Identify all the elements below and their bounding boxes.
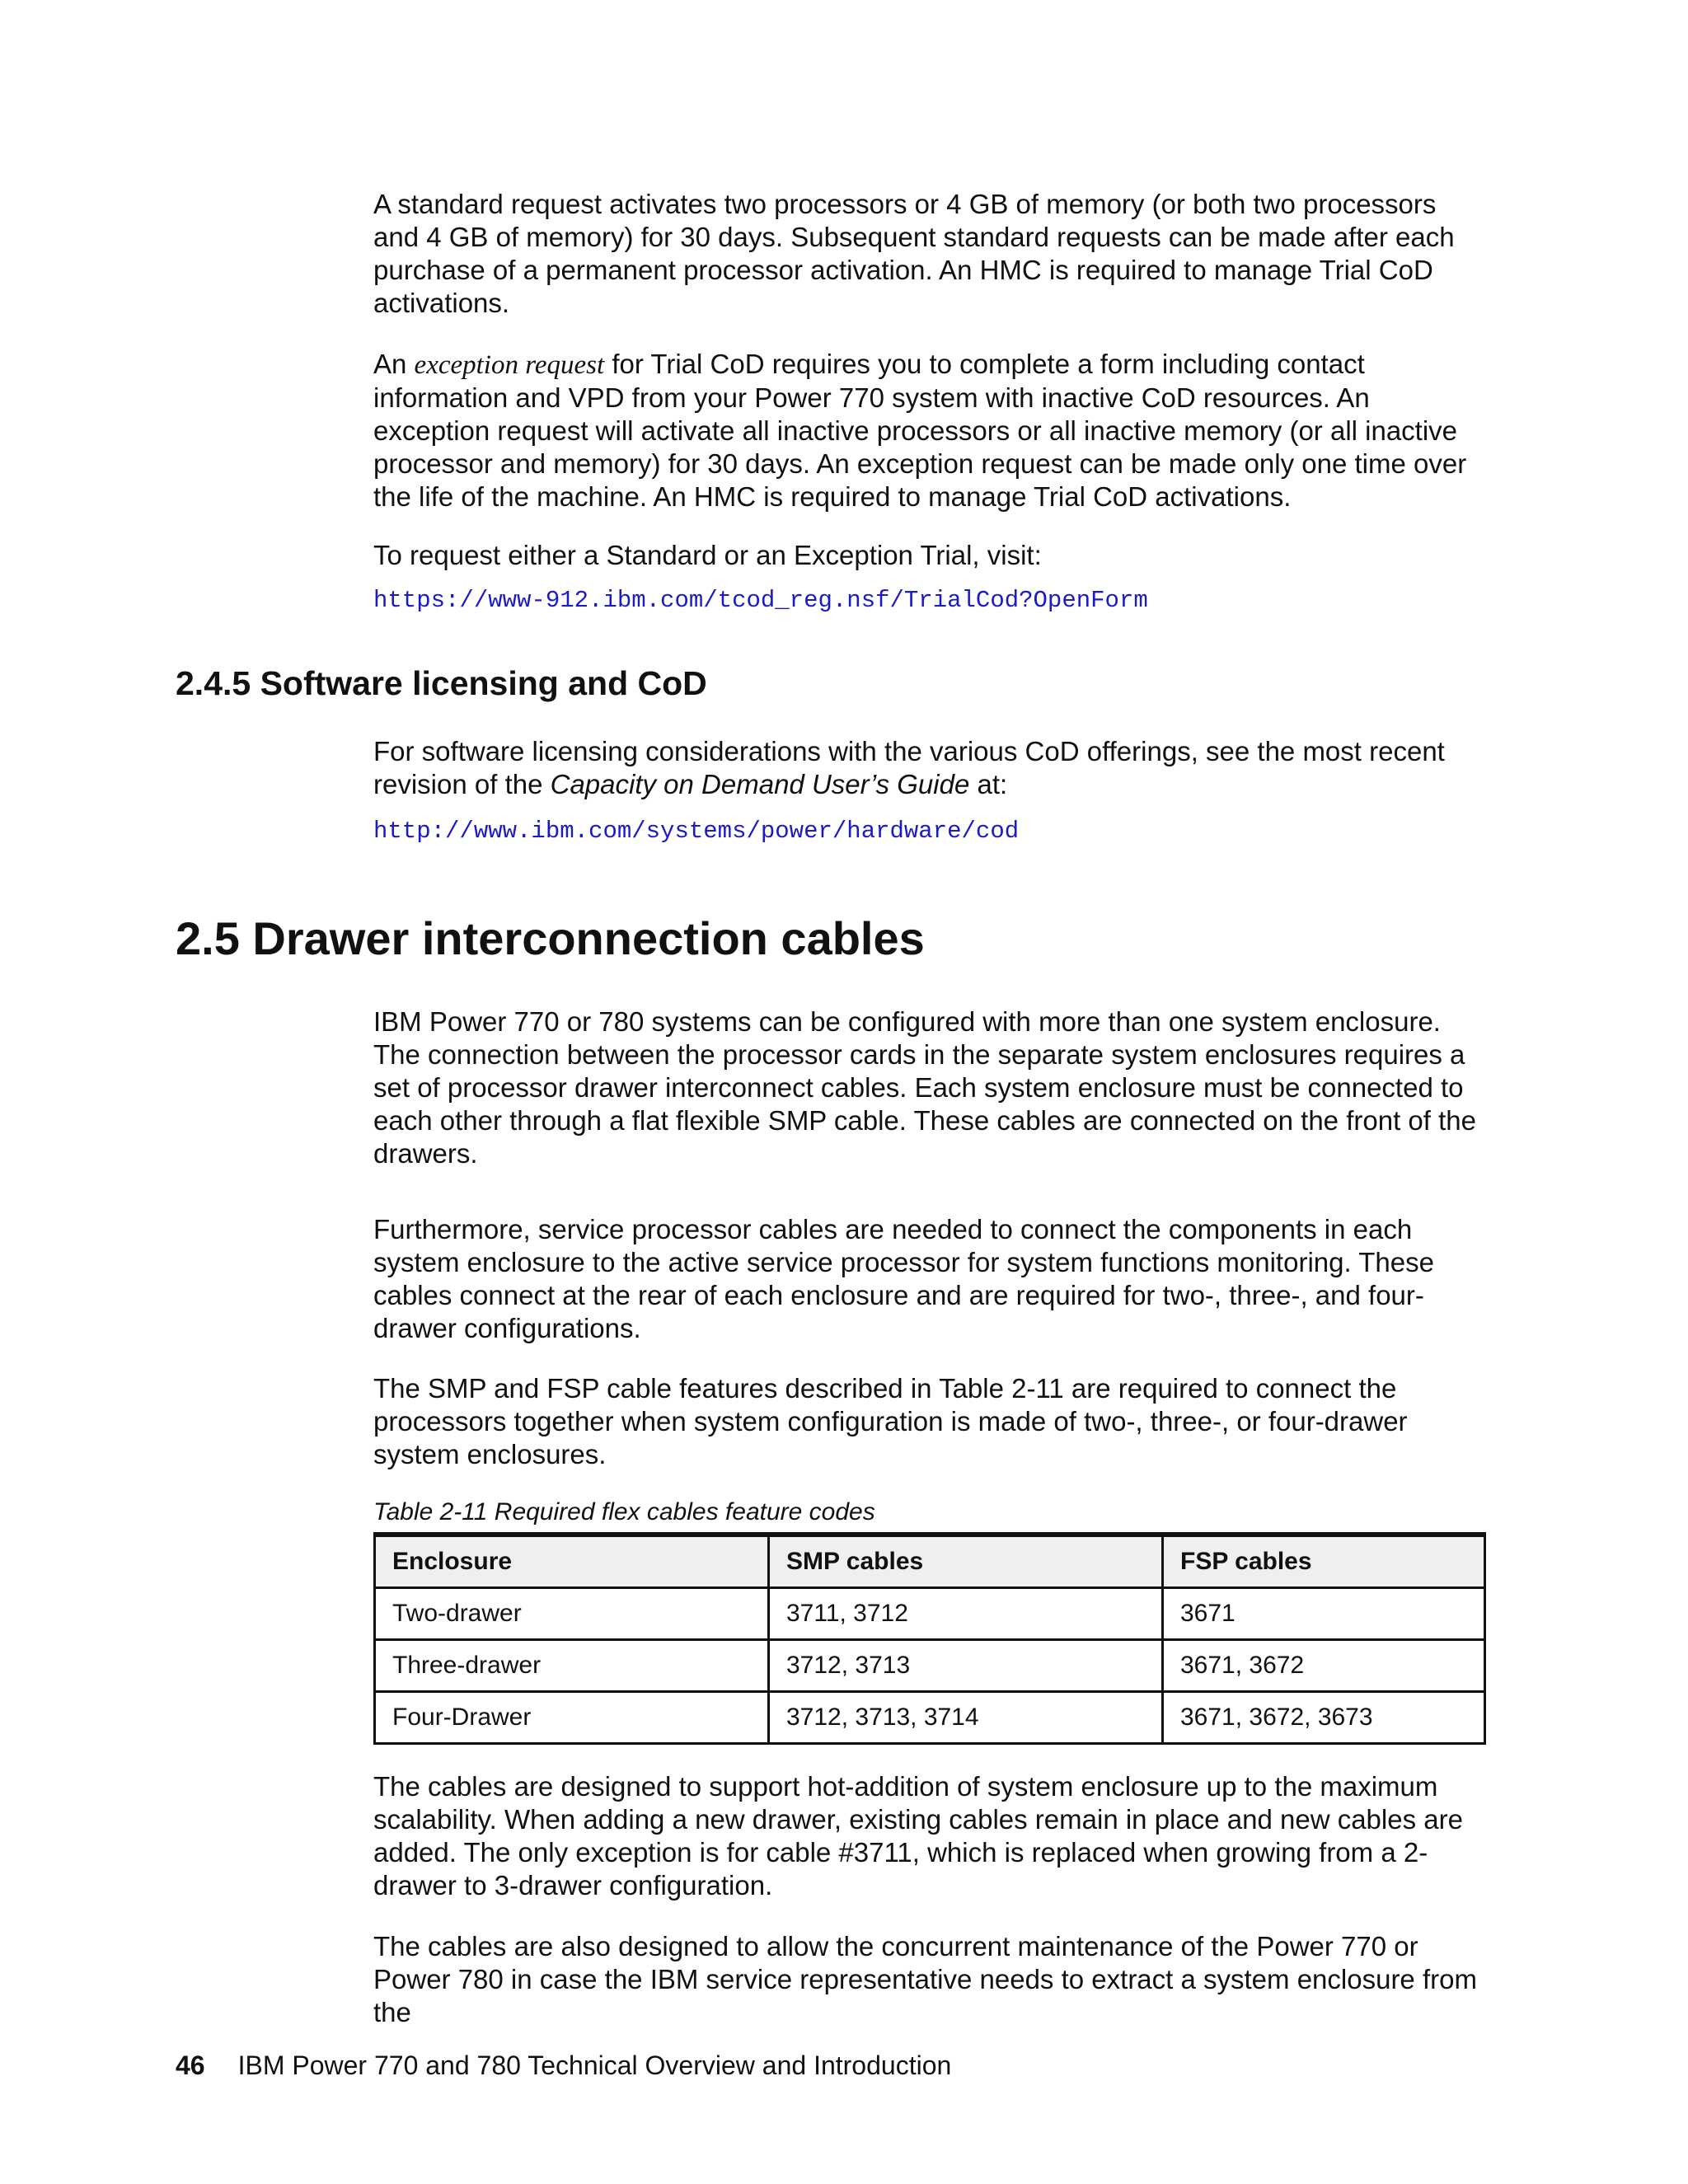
table-cell: 3711, 3712 [769, 1588, 1163, 1640]
paragraph-software-licensing [373, 735, 1486, 801]
paragraph-hot-addition [373, 1770, 1486, 1902]
paragraph-text: A standard request activates two processors or 4 GB of memory (or both two processors and 4 GB of memory) for 30 days. Subsequent standard requests can be made after each purchase of a permanent processor activation. An HMC is required to manage Trial CoD activations. [373, 189, 1455, 318]
paragraph-smp-fsp [373, 1372, 1486, 1471]
paragraph-text-start: An [373, 349, 415, 379]
table-caption: Table 2-11 Required flex cables feature codes [373, 1498, 875, 1526]
table-cell: 3712, 3713, 3714 [769, 1692, 1163, 1744]
paragraph-text-rest: for Trial CoD requires you to complete a form including contact information and VPD from your Power 770 system with inactive CoD resources. An exception request will activate all inactive processors or all inactive memory (or all inactive processor and memory) for 30 days. An exception request can be made only one time over the life of the machine. An HMC is required to manage Trial CoD activations. [373, 349, 1467, 512]
table-cell: Two-drawer [375, 1588, 769, 1640]
table-cell: Four-Drawer [375, 1692, 769, 1744]
emphasis-guide-title: Capacity on Demand User’s Guide [550, 769, 970, 799]
cod-link-block [373, 817, 1486, 846]
cod-link[interactable]: http://www.ibm.com/systems/power/hardware/cod [373, 818, 1020, 845]
table-cell: 3671, 3672 [1163, 1640, 1485, 1692]
paragraph-exception-request [373, 348, 1486, 513]
paragraph-concurrent-maintenance [373, 1930, 1486, 2029]
paragraph-text: The cables are designed to support hot-addition of system enclosure up to the maximum scalability. When adding a new drawer, existing cables remain in place and new cables are added. The only exception is for cable #3711, which is replaced when growing from a 2-drawer to 3-drawer configuration. [373, 1771, 1463, 1900]
table-header-cell: FSP cables [1163, 1535, 1485, 1588]
flex-cables-table-block [373, 1532, 1486, 1745]
paragraph-text-end: at: [969, 769, 1008, 799]
trial-cod-link[interactable]: https://www-912.ibm.com/tcod_reg.nsf/TrialCod?OpenForm [373, 587, 1148, 614]
paragraph-drawer-intro [373, 1005, 1486, 1170]
section-heading-2-4-5: 2.4.5 Software licensing and CoD [176, 664, 707, 702]
table-cell: Three-drawer [375, 1640, 769, 1692]
flex-cables-table [373, 1532, 1486, 1745]
paragraph-standard-request [373, 188, 1486, 320]
emphasis-exception-request: exception request [414, 350, 605, 380]
paragraph-text: The cables are also designed to allow the concurrent maintenance of the Power 770 or Power 780 in case the IBM service representative needs to extract a system enclosure from the [373, 1931, 1477, 2027]
table-header-cell: Enclosure [375, 1535, 769, 1588]
table-row [375, 1588, 1485, 1640]
table-header-cell: SMP cables [769, 1535, 1163, 1588]
page-number: 46 [176, 2050, 205, 2080]
table-row [375, 1692, 1485, 1744]
section-heading-2-5: 2.5 Drawer interconnection cables [176, 912, 925, 964]
trial-cod-link-block [373, 586, 1486, 616]
table-cell: 3671 [1163, 1588, 1485, 1640]
table-header-row [375, 1535, 1485, 1588]
paragraph-text [373, 735, 1486, 801]
table-caption-block [373, 1498, 1486, 1526]
paragraph-text: Furthermore, service processor cables are needed to connect the components in each system enclosure to the active service processor for system functions monitoring. These cables connect at the rear of each enclosure and are required for two-, three-, and four-drawer configurations. [373, 1214, 1434, 1343]
paragraph-text: The SMP and FSP cable features described in Table 2-11 are required to connect the processors together when system configuration is made of two-, three-, or four-drawer system enclosures. [373, 1373, 1408, 1469]
table-cell: 3671, 3672, 3673 [1163, 1692, 1485, 1744]
paragraph-request-visit [373, 539, 1486, 572]
paragraph-text: To request either a Standard or an Exception Trial, visit: [373, 540, 1042, 570]
paragraph-text-start: For software licensing considerations with the various CoD offerings, see the most recent revision of the [373, 736, 1445, 799]
table-row [375, 1640, 1485, 1692]
book-title: IBM Power 770 and 780 Technical Overview and Introduction [237, 2050, 952, 2080]
paragraph-text [373, 348, 1486, 513]
paragraph-text: IBM Power 770 or 780 systems can be configured with more than one system enclosure. The connection between the processor cards in the separate system enclosures requires a set of processor drawer interconnect cables. Each system enclosure must be connected to each other through a flat flexible SMP cable. These cables are connected on the front of the drawers. [373, 1006, 1476, 1169]
page-footer [176, 2050, 951, 2081]
paragraph-service-processor [373, 1213, 1486, 1345]
table-cell: 3712, 3713 [769, 1640, 1163, 1692]
